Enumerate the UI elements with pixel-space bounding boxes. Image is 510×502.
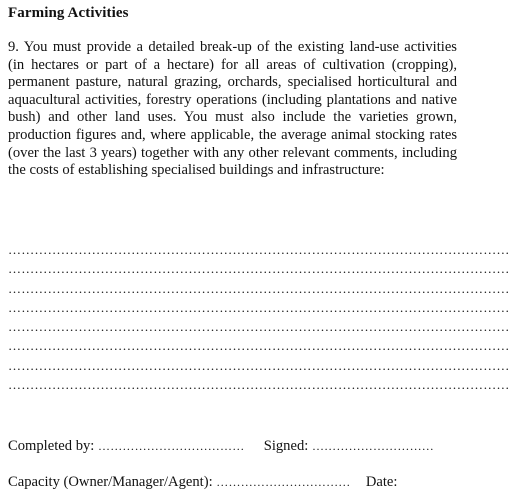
signed-field[interactable]: …………………………	[311, 439, 434, 453]
signed-label: Signed:	[263, 438, 309, 454]
answer-line[interactable]: ……………………………………………………………………………………………………	[8, 242, 510, 257]
answer-line[interactable]: ……………………………………………………………………………………………………	[8, 377, 510, 393]
answer-line[interactable]: ……………………………………………………………………………………………………	[8, 357, 510, 373]
completed-by-label: Completed by:	[8, 438, 95, 454]
answer-line[interactable]: ……………………………………………………………………………………………………	[8, 299, 510, 315]
answer-area[interactable]	[8, 240, 510, 394]
capacity-label: Capacity (Owner/Manager/Agent):	[8, 474, 213, 490]
answer-line[interactable]: ……………………………………………………………………………………………………	[8, 338, 510, 354]
completed-by-field[interactable]: ………………………………	[98, 439, 245, 453]
capacity-date-row	[8, 474, 468, 491]
answer-line[interactable]: ……………………………………………………………………………………………………	[8, 319, 510, 335]
capacity-field[interactable]: ……………………………	[216, 475, 351, 489]
instruction-paragraph: 9. You must provide a detailed break-up of the existing land-use activities (in hectares or part of a hectare) for all areas of cultivation (cropping), permanent pasture, natural grazing, orchards, specialised horticultural and aquacultural activities, forestry operations (including plantations and native bush) and other land uses. You must also include the varieties grown, production figures and, where applicable, the average animal stocking rates (over the last 3 years) together with any other relevant comments, including the costs of establishing specialised buildings and infrastructure:	[8, 39, 457, 179]
completed-signed-row	[8, 438, 468, 455]
section-heading: Farming Activities	[8, 5, 129, 21]
answer-line[interactable]: ……………………………………………………………………………………………………	[8, 280, 510, 296]
answer-line[interactable]: ……………………………………………………………………………………………………	[8, 261, 510, 277]
date-label: Date:	[365, 474, 398, 490]
